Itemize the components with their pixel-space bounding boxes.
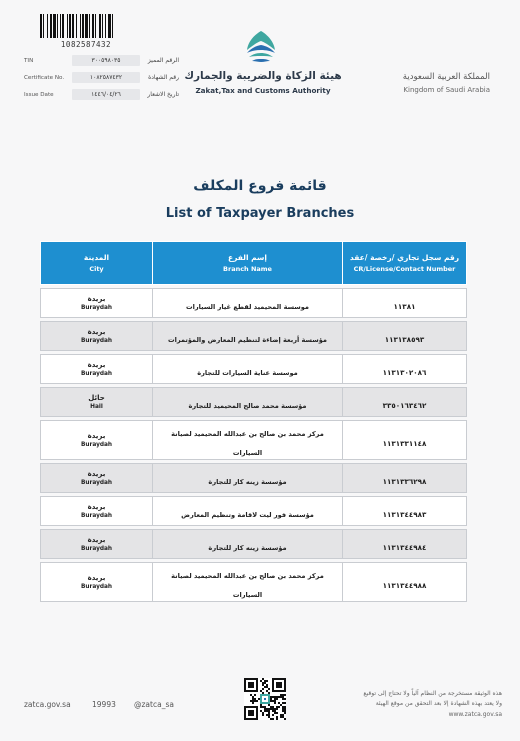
- column-header-branch: [153, 242, 343, 285]
- cell-branch: [153, 388, 343, 417]
- column-header-en: CR/License/Contact Number: [353, 264, 456, 273]
- branch-name: مؤسسة أربعة إضاءة لتنظيم المعارض والمؤتمرات: [168, 335, 327, 344]
- meta-value: ١٤٤٦/٠٤/٢٦: [72, 89, 140, 100]
- table-row: [41, 355, 467, 384]
- cell-city: [41, 530, 153, 559]
- certificate-meta: [24, 54, 179, 105]
- cell-city: [41, 289, 153, 318]
- table-header-row: [41, 242, 467, 285]
- column-header-en: City: [89, 264, 104, 273]
- table-row: [41, 289, 467, 318]
- city-en: Buraydah: [80, 479, 113, 486]
- city-ar: حائل: [88, 393, 105, 402]
- cell-branch: [153, 289, 343, 318]
- cell-city: [41, 464, 153, 493]
- city-en: Buraydah: [80, 512, 113, 519]
- branch-name: مؤسسة فور ليت لاقامة وتنظيم المعارض: [181, 510, 314, 519]
- city-ar: بريدة: [87, 431, 106, 440]
- cell-branch: [153, 530, 343, 559]
- city-en: Buraydah: [80, 545, 113, 552]
- meta-value: ٣٠٠٥٩٨٠٣٥: [72, 55, 140, 66]
- kingdom-name-ar: المملكة العربية السعودية: [402, 72, 490, 82]
- cell-city: [41, 563, 153, 602]
- cell-cr: [343, 355, 467, 384]
- table-row: [41, 497, 467, 526]
- cell-cr: [343, 421, 467, 460]
- meta-label-en: Certificate No.: [24, 75, 65, 81]
- city-ar: بريدة: [87, 469, 106, 478]
- city-en: Buraydah: [80, 337, 113, 344]
- cr-number: ١١٣١٣٨٥٩٣: [384, 334, 425, 344]
- meta-label-ar: تاريخ الاشعار: [147, 91, 179, 98]
- cell-branch: [153, 322, 343, 351]
- branch-name: مركز محمد بن صالح بن عبدالله المحيميد لصيانة السيارات: [171, 430, 324, 457]
- cell-branch: [153, 464, 343, 493]
- branch-name: موسسة المحيميد لقطع غيار السيارات: [185, 302, 310, 311]
- cell-branch: [153, 355, 343, 384]
- footer-handle[interactable]: @zatca_sa: [134, 700, 174, 709]
- table-row: [41, 322, 467, 351]
- kingdom-name-en: Kingdom of Saudi Arabia: [403, 86, 490, 94]
- branch-name: موسسة عناية السيارات للتجارة: [197, 368, 298, 377]
- column-header-cr: [343, 242, 467, 285]
- column-header-city: [41, 242, 153, 285]
- branch-name: مركز محمد بن صالح بن عبدالله المحيميد لصيانة السيارات: [171, 572, 324, 599]
- city-en: Buraydah: [80, 304, 113, 311]
- cell-branch: [153, 563, 343, 602]
- cr-number: ١١٣١٣٠٢٠٨٦: [382, 367, 427, 377]
- barcode-number: 1082587432: [60, 40, 112, 49]
- city-ar: بريدة: [87, 327, 106, 336]
- meta-label-en: Issue Date: [24, 92, 54, 98]
- branch-name: مؤسسة زينه كار للتجارة: [208, 477, 287, 486]
- city-en: Hail: [90, 403, 103, 410]
- org-name-en: Zakat,Tax and Customs Authority: [195, 86, 331, 95]
- cr-number: ١١٣١٣٤٤٩٨٨: [382, 580, 427, 590]
- cell-cr: [343, 388, 467, 417]
- qr-code[interactable]: [244, 678, 286, 720]
- cell-cr: [343, 497, 467, 526]
- footer-phone: 19993: [92, 700, 116, 709]
- cr-number: ١١٣١٣٣١١٤٨: [382, 438, 427, 448]
- cr-number: ٣٣٥٠١٦٣٤٦٢: [382, 400, 427, 410]
- city-ar: بريدة: [87, 502, 106, 511]
- column-header-ar: رقم سجل تجاري /رخصة /عقد: [349, 252, 460, 262]
- cell-city: [41, 322, 153, 351]
- meta-label-ar: رقم الشهادة: [148, 74, 179, 81]
- branch-name: مؤسسة محمد صالح المحيميد للتجارة: [188, 401, 307, 410]
- cr-number: ١١٣١٣٤٤٩٨٣: [382, 509, 427, 519]
- cell-cr: [343, 322, 467, 351]
- footer-disclaimer-url[interactable]: www.zatca.gov.sa: [448, 711, 502, 718]
- cell-branch: [153, 421, 343, 460]
- cell-cr: [343, 530, 467, 559]
- table-row: [41, 530, 467, 559]
- city-en: Buraydah: [80, 370, 113, 377]
- city-ar: بريدة: [87, 535, 106, 544]
- footer-disclaimer-2: ولا يعتد بهذه الشهادة إلا بعد التحقق من موقع الهيئة: [375, 700, 502, 707]
- cell-city: [41, 497, 153, 526]
- city-ar: بريدة: [87, 360, 106, 369]
- city-en: Buraydah: [80, 441, 113, 448]
- footer-website[interactable]: zatca.gov.sa: [24, 700, 71, 709]
- city-ar: بريدة: [87, 294, 106, 303]
- meta-row-certificate: [24, 71, 179, 88]
- cell-cr: [343, 464, 467, 493]
- table-row: [41, 421, 467, 460]
- cell-branch: [153, 497, 343, 526]
- meta-row-issue-date: [24, 88, 179, 105]
- city-ar: بريدة: [87, 573, 106, 582]
- branches-table: [40, 241, 467, 602]
- column-header-ar: إسم الفرع: [227, 252, 267, 262]
- table-row: [41, 563, 467, 602]
- page-title-ar: قائمة فروع المكلف: [193, 178, 327, 194]
- city-en: Buraydah: [80, 583, 113, 590]
- cell-cr: [343, 563, 467, 602]
- zatca-logo-icon: [240, 28, 282, 68]
- cell-city: [41, 355, 153, 384]
- cr-number: ١١٣٨١: [393, 301, 416, 311]
- cr-number: ١١٣١٣٤٤٩٨٤: [382, 542, 427, 552]
- cell-city: [41, 421, 153, 460]
- meta-value: ١٠٨٢٥٨٧٤٣٢: [72, 72, 140, 83]
- table-row: [41, 388, 467, 417]
- cr-number: ١١٣١٣٣٦٢٩٨: [382, 476, 427, 486]
- table-body: [41, 285, 467, 602]
- meta-label-en: TIN: [24, 58, 34, 64]
- column-header-en: Branch Name: [223, 264, 272, 273]
- table-row: [41, 464, 467, 493]
- meta-row-tin: [24, 54, 179, 71]
- footer-disclaimer-1: هذه الوثيقة مستخرجة من النظام آلياً ولا تحتاج إلى توقيع: [363, 690, 502, 697]
- meta-label-ar: الرقم المميز: [147, 57, 179, 64]
- barcode: [40, 14, 132, 42]
- column-header-ar: المدينة: [83, 252, 110, 262]
- branch-name: مؤسسة زينه كار للتجارة: [208, 543, 287, 552]
- page-title-en: List of Taxpayer Branches: [165, 206, 355, 221]
- org-name-ar: هيئة الزكاة والضريبة والجمارك: [184, 70, 342, 82]
- cell-cr: [343, 289, 467, 318]
- cell-city: [41, 388, 153, 417]
